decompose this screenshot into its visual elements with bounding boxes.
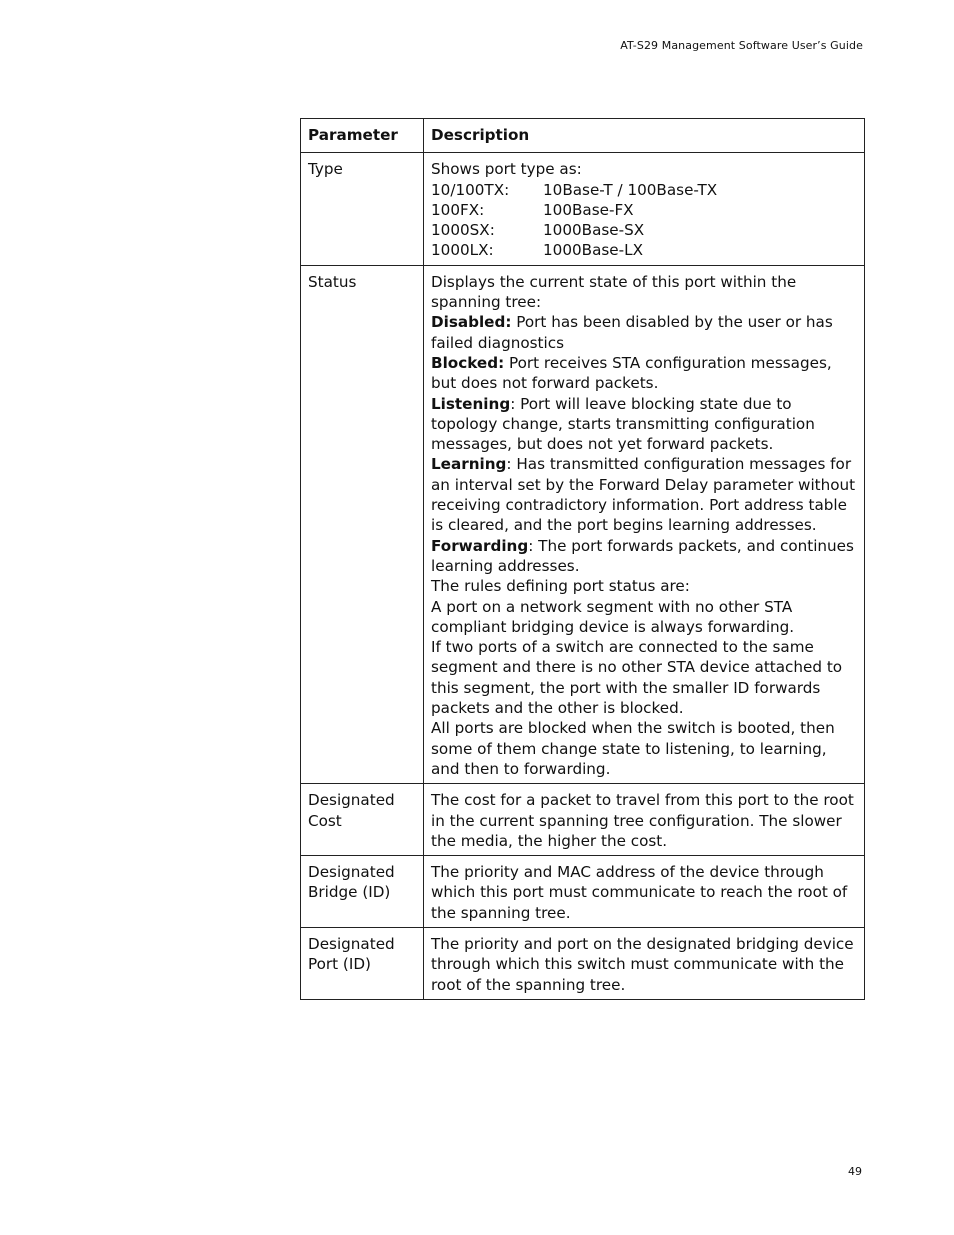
type-entry bbox=[431, 240, 857, 260]
param-cell-status: Status bbox=[301, 265, 424, 783]
type-description: 100Base-FX bbox=[543, 200, 634, 219]
type-entry bbox=[431, 200, 857, 220]
type-code: 1000SX: bbox=[431, 221, 495, 240]
table-row-designated-bridge bbox=[301, 856, 865, 928]
param-cell-type: Type bbox=[301, 153, 424, 265]
type-entry bbox=[431, 180, 857, 200]
status-intro: Displays the current state of this port within the spanning tree: bbox=[431, 272, 797, 312]
page-number: 49 bbox=[848, 1165, 862, 1178]
state-text: : Port will leave blocking state due to topology change, starts transmitting configuration messages, but does not yet forward packets. bbox=[431, 394, 815, 454]
rule-text: If two ports of a switch are connected to the same segment and there is no other STA device attached to this segment, the port with the smaller ID forwards packets and the other is blocked. bbox=[431, 638, 843, 718]
param-name-line: Designated bbox=[308, 863, 395, 882]
state-term: Learning bbox=[431, 455, 507, 474]
state-forwarding bbox=[431, 536, 857, 577]
type-code: 10/100TX: bbox=[431, 180, 510, 199]
column-header-description: Description bbox=[424, 119, 865, 153]
state-term: Disabled: bbox=[431, 313, 512, 332]
param-cell-designated-port bbox=[301, 927, 424, 999]
type-entry bbox=[431, 220, 857, 240]
description-cell-designated-bridge: The priority and MAC address of the device through which this port must communicate to reach the root of the spanning tree. bbox=[424, 856, 865, 928]
table-row-type bbox=[301, 153, 865, 265]
state-listening bbox=[431, 394, 857, 455]
param-cell-designated-cost bbox=[301, 784, 424, 856]
state-disabled bbox=[431, 312, 857, 353]
description-cell-status bbox=[424, 265, 865, 783]
table-row-designated-cost bbox=[301, 784, 865, 856]
type-intro: Shows port type as: bbox=[431, 160, 582, 179]
state-term: Listening bbox=[431, 394, 511, 413]
param-name-line: Designated bbox=[308, 791, 395, 810]
table-row-designated-port bbox=[301, 927, 865, 999]
type-code: 100FX: bbox=[431, 200, 485, 219]
state-term: Forwarding bbox=[431, 536, 529, 555]
state-text: : Has transmitted configuration messages for an interval set by the Forward Delay parameter without receiving contradictory information. Port address table is cleared, and the port begins learning addresses. bbox=[431, 455, 856, 535]
param-name-line: Cost bbox=[308, 811, 342, 830]
type-description: 1000Base-SX bbox=[543, 221, 645, 240]
rule-text: A port on a network segment with no other STA compliant bridging device is always forwarding. bbox=[431, 597, 795, 636]
param-name-line: Bridge (ID) bbox=[308, 883, 391, 902]
state-term: Blocked: bbox=[431, 353, 505, 372]
param-name-line: Port (ID) bbox=[308, 955, 371, 974]
param-name-line: Designated bbox=[308, 934, 395, 953]
running-header: AT-S29 Management Software User’s Guide bbox=[620, 39, 863, 52]
state-text: Port receives STA configuration messages, but does not forward packets. bbox=[431, 353, 832, 393]
table-row-status bbox=[301, 265, 865, 783]
description-cell-type bbox=[424, 153, 865, 265]
description-cell-designated-cost: The cost for a packet to travel from this port to the root in the current spanning tree configuration. The slower the media, the higher the cost. bbox=[424, 784, 865, 856]
table-header-row bbox=[301, 119, 865, 153]
rule-text: All ports are blocked when the switch is booted, then some of them change state to listening, to learning, and then to forwarding. bbox=[431, 719, 835, 778]
type-description: 1000Base-LX bbox=[543, 241, 643, 260]
param-cell-designated-bridge bbox=[301, 856, 424, 928]
state-text: Port has been disabled by the user or has failed diagnostics bbox=[431, 313, 833, 352]
rules-intro: The rules defining port status are: bbox=[431, 577, 690, 596]
state-learning bbox=[431, 454, 857, 535]
state-blocked bbox=[431, 353, 857, 394]
state-text: : The port forwards packets, and continues learning addresses. bbox=[431, 536, 854, 575]
parameter-table bbox=[300, 118, 865, 1000]
type-description: 10Base-T / 100Base-TX bbox=[543, 180, 718, 199]
column-header-parameter: Parameter bbox=[301, 119, 424, 153]
description-cell-designated-port: The priority and port on the designated bridging device through which this switch must communicate with the root of the spanning tree. bbox=[424, 927, 865, 999]
type-code: 1000LX: bbox=[431, 241, 494, 260]
